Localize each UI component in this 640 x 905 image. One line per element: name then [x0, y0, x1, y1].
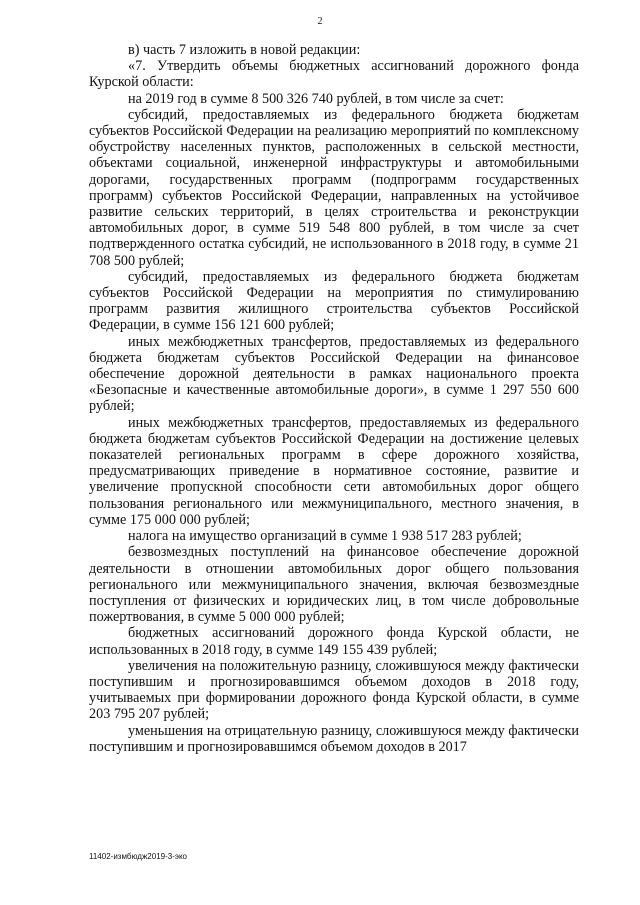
- paragraph: увеличения на положительную разницу, сложившуюся между фактически поступившим и прогнозировавшимся объемом доходов в 2018 году, учитываемых при формировании дорожного фонда Курской области, в сумме 203 795 207 рублей;: [89, 657, 579, 723]
- document-code-footer: 11402-измбюдж2019-3-эко: [89, 852, 187, 861]
- paragraph: уменьшения на отрицательную разницу, сложившуюся между фактически поступившим и прогнозировавшимся объемом доходов в 2017: [89, 722, 579, 755]
- paragraph: субсидий, предоставляемых из федерального бюджета бюджетам субъектов Российской Федерации на мероприятия по стимулированию программ развития жилищного строительства субъектов Российской Федерации, в сумме 156 121 600 рублей;: [89, 268, 579, 334]
- paragraph: на 2019 год в сумме 8 500 326 740 рублей, в том числе за счет:: [128, 90, 504, 107]
- paragraph: налога на имущество организаций в сумме 1 938 517 283 рублей;: [128, 528, 522, 545]
- paragraph: бюджетных ассигнований дорожного фонда Курской области, не использованных в 2018 году, в сумме 149 155 439 рублей;: [89, 625, 579, 658]
- document-body: [89, 42, 579, 755]
- paragraph: «7. Утвердить объемы бюджетных ассигнований дорожного фонда Курской области:: [89, 58, 579, 91]
- paragraph: иных межбюджетных трансфертов, предоставляемых из федерального бюджета бюджетам субъектов Российской Федерации на финансовое обеспечение дорожной деятельности в рамках национального проекта «Безопасные и качественные автомобильные дороги», в сумме 1 297 550 600 рублей;: [89, 333, 579, 415]
- paragraph: безвозмездных поступлений на финансовое обеспечение дорожной деятельности в отношении автомобильных дорог общего пользования регионального или межмуниципального значения, включая безвозмездные поступления от физических и юридических лиц, в том числе добровольные пожертвования, в сумме 5 000 000 рублей;: [89, 544, 579, 626]
- page-number: 2: [317, 16, 323, 27]
- paragraph: субсидий, предоставляемых из федерального бюджета бюджетам субъектов Российской Федерации на реализацию мероприятий по комплексному обустройству населенных пунктов, расположенных в сельской местности, объектами социальной, инженерной инфраструктуры и автомобильными дорогами, государственных программ (подпрограмм государственных программ) субъектов Российской Федерации, направленных на устойчивое развитие сельских территорий, в целях строительства и реконструкции автомобильных дорог, в сумме 519 548 800 рублей, в том числе за счет подтвержденного остатка субсидий, не использованного в 2018 году, в сумме 21 708 500 рублей;: [89, 106, 579, 269]
- paragraph: в) часть 7 изложить в новой редакции:: [128, 42, 361, 58]
- paragraph: иных межбюджетных трансфертов, предоставляемых из федерального бюджета бюджетам субъектов Российской Федерации на достижение целевых показателей региональных программ в сфере дорожного хозяйства, предусматривающих приведение в нормативное состояние, развитие и увеличение пропускной способности сети автомобильных дорог общего пользования регионального или межмуниципального, местного значения, в сумме 175 000 000 рублей;: [89, 414, 579, 528]
